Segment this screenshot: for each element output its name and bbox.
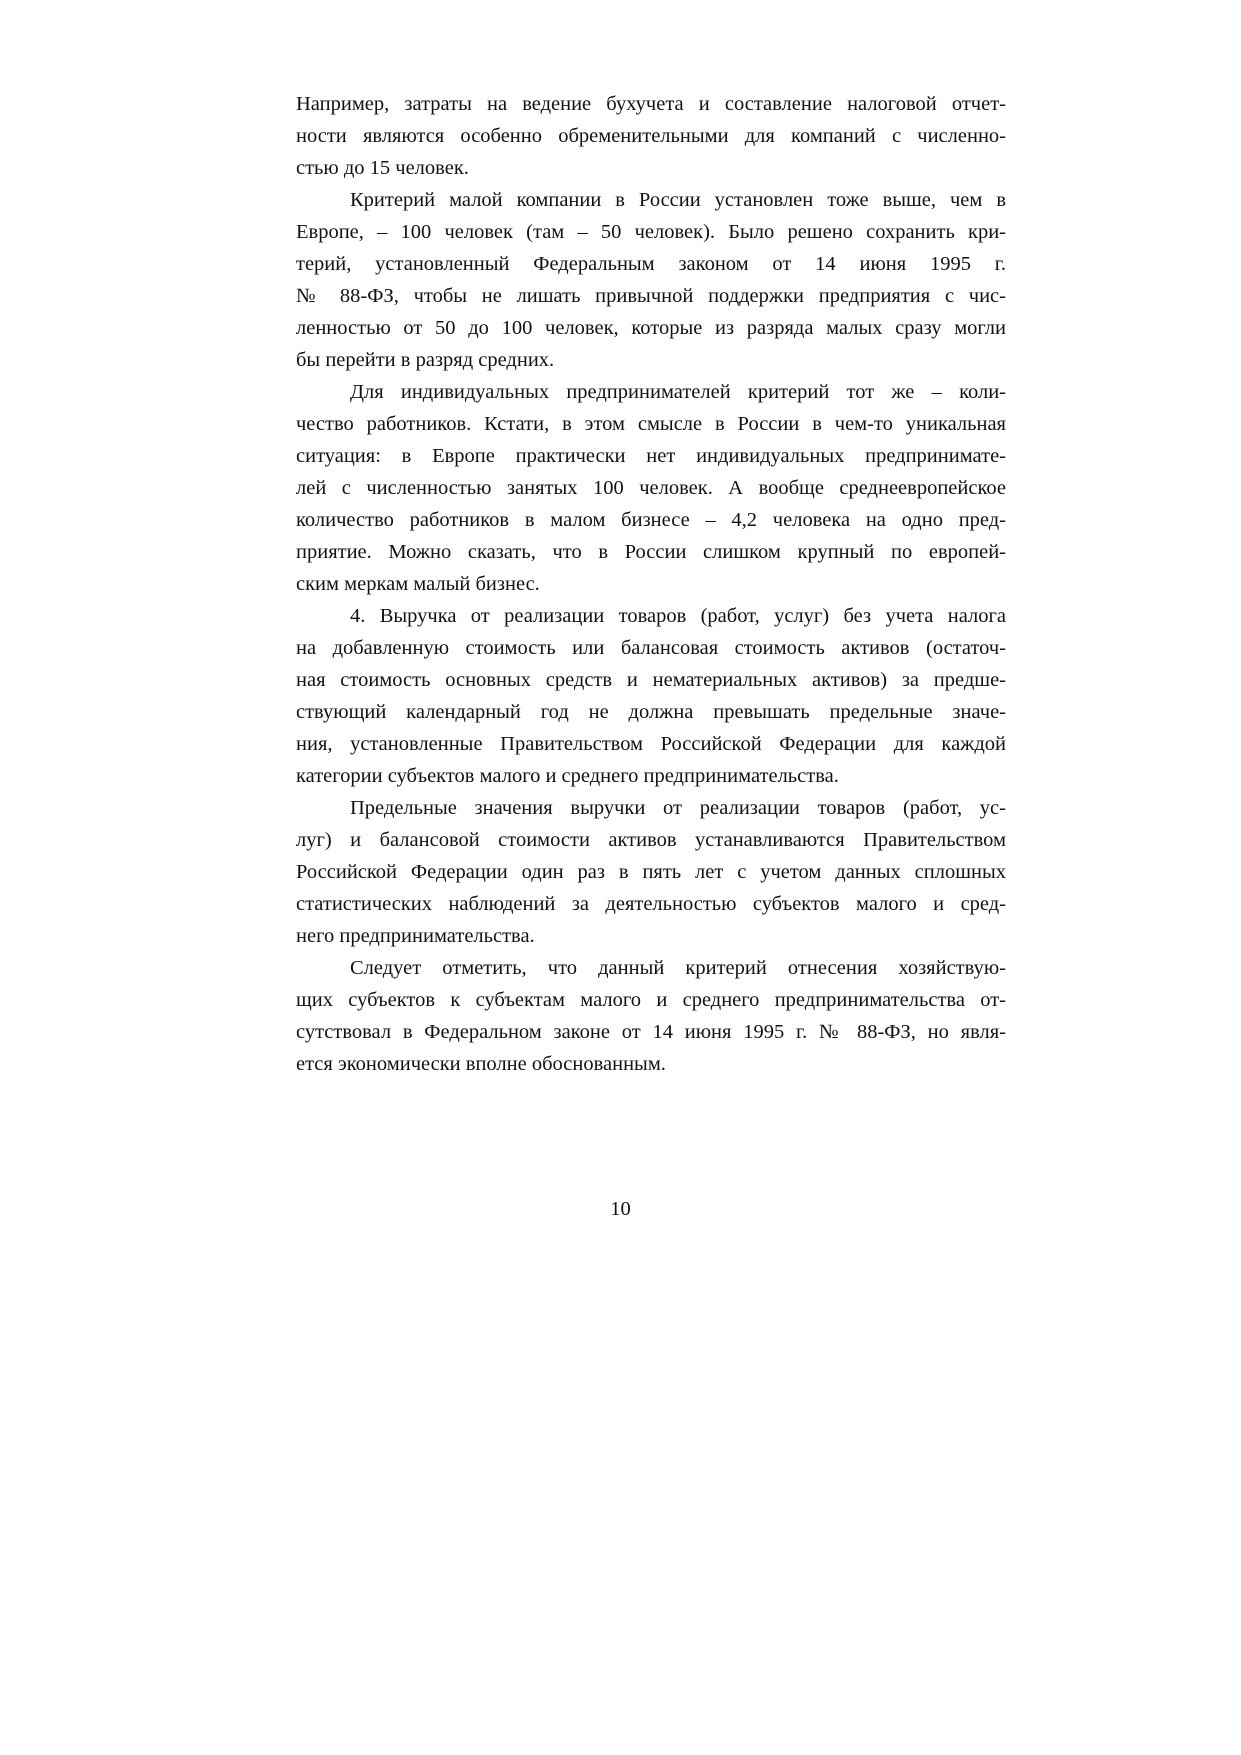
text-line: Европе, – 100 человек (там – 50 человек). Было решено сохранить кри- [296, 221, 1006, 243]
text-line: ности являются особенно обременительными для компаний с численно- [296, 125, 1006, 147]
text-line: ется экономически вполне обоснованным. [296, 1053, 666, 1075]
text-line: терий, установленный Федеральным законом от 14 июня 1995 г. [296, 253, 1006, 275]
text-line: бы перейти в разряд средних. [296, 349, 555, 371]
text-line: 4. Выручка от реализации товаров (работ, услуг) без учета налога [350, 605, 1006, 627]
paragraph [296, 952, 1006, 1080]
text-line: Предельные значения выручки от реализации товаров (работ, ус- [350, 797, 1006, 819]
paragraph [296, 184, 1006, 376]
paragraph [296, 600, 1006, 792]
text-line: ная стоимость основных средств и нематериальных активов) за предше- [296, 669, 1006, 691]
page-number: 10 [610, 1198, 631, 1220]
text-line: луг) и балансовой стоимости активов устанавливаются Правительством [296, 829, 1006, 851]
text-line: сутствовал в Федеральном законе от 14 июня 1995 г. № 88-ФЗ, но явля- [296, 1021, 1006, 1043]
text-line: щих субъектов к субъектам малого и среднего предпринимательства от- [296, 989, 1006, 1011]
text-line: Критерий малой компании в России установлен тоже выше, чем в [350, 189, 1006, 211]
text-line: ния, установленные Правительством Российской Федерации для каждой [296, 733, 1006, 755]
text-line: количество работников в малом бизнесе – 4,2 человека на одно пред- [296, 509, 1006, 531]
text-line: категории субъектов малого и среднего предпринимательства. [296, 765, 839, 787]
text-line: Следует отметить, что данный критерий отнесения хозяйствую- [350, 957, 1006, 979]
text-line: ствующий календарный год не должна превышать предельные значе- [296, 701, 1006, 723]
text-line: ситуация: в Европе практически нет индивидуальных предпринимате- [296, 445, 1006, 467]
paragraph [296, 376, 1006, 600]
text-line: Российской Федерации один раз в пять лет с учетом данных сплошных [296, 861, 1006, 883]
text-line: Для индивидуальных предпринимателей критерий тот же – коли- [350, 381, 1006, 403]
text-line: на добавленную стоимость или балансовая стоимость активов (остаточ- [296, 637, 1006, 659]
text-line: стью до 15 человек. [296, 157, 469, 179]
text-line: ленностью от 50 до 100 человек, которые из разряда малых сразу могли [296, 317, 1006, 339]
text-line: лей с численностью занятых 100 человек. А вообще среднеевропейское [296, 477, 1006, 499]
text-line: № 88-ФЗ, чтобы не лишать привычной поддержки предприятия с чис- [296, 285, 1006, 307]
text-line: чество работников. Кстати, в этом смысле в России в чем-то уникальная [296, 413, 1006, 435]
document-body [296, 88, 1006, 1080]
text-line: Например, затраты на ведение бухучета и составление налоговой отчет- [296, 93, 1006, 115]
text-line: него предпринимательства. [296, 925, 535, 947]
text-line: ским меркам малый бизнес. [296, 573, 540, 595]
text-line: приятие. Можно сказать, что в России слишком крупный по европей- [296, 541, 1006, 563]
paragraph [296, 88, 1006, 184]
text-line: статистических наблюдений за деятельностью субъектов малого и сред- [296, 893, 1006, 915]
paragraph [296, 792, 1006, 952]
